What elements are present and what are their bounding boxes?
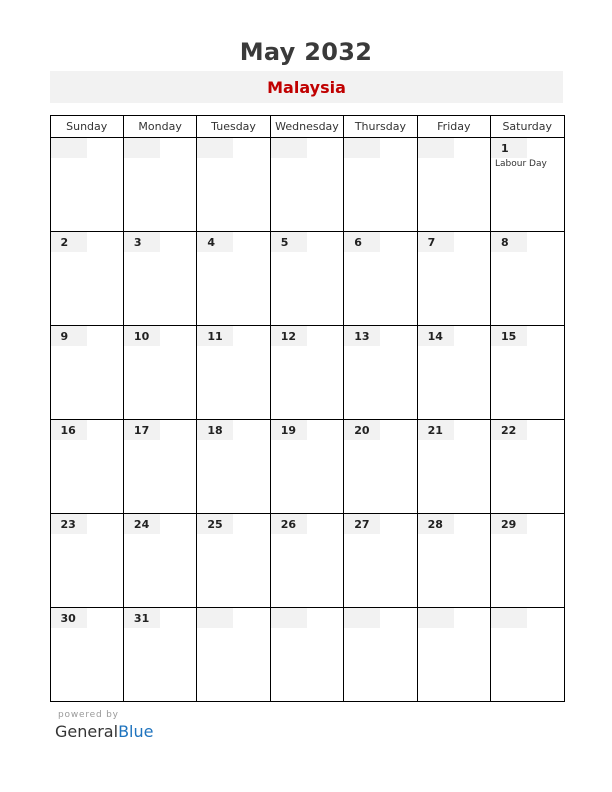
week-row [51,514,564,608]
day-number-box [124,608,160,628]
day-number-box [124,514,160,534]
day-number-box [344,514,380,534]
day-number-box [491,420,527,440]
day-number-box [344,420,380,440]
day-number: 22 [501,423,517,437]
day-number: 2 [60,235,69,249]
holiday-label: Labour Day [495,158,547,169]
day-cell[interactable] [196,232,269,325]
day-number: 14 [427,329,443,343]
day-number-box [344,608,380,628]
day-number-box [51,326,87,346]
day-number: 7 [427,235,436,249]
day-number-box [418,608,454,628]
day-cell[interactable] [343,514,416,607]
day-number-box [491,232,527,252]
day-number-box [271,420,307,440]
day-cell[interactable] [270,514,343,607]
day-number-box [418,326,454,346]
weekday-header-monday: Monday [123,116,196,137]
day-number-box [491,514,527,534]
day-cell[interactable] [196,608,269,701]
day-number-box [51,514,87,534]
day-cell[interactable] [196,420,269,513]
day-cell[interactable] [51,514,123,607]
day-number-box [271,608,307,628]
day-cell[interactable] [196,514,269,607]
day-number: 29 [501,517,517,531]
day-number-box [197,608,233,628]
day-number-box [197,420,233,440]
week-row [51,608,564,701]
day-cell[interactable] [417,326,490,419]
day-number-box [124,326,160,346]
day-cell[interactable] [417,138,490,231]
day-cell[interactable] [270,326,343,419]
day-number: 18 [207,423,223,437]
day-number: 31 [133,611,150,625]
page-title: May 2032 [239,38,373,66]
day-cell[interactable] [123,326,196,419]
day-number: 25 [207,517,223,531]
day-number-box [344,326,380,346]
day-cell[interactable] [123,420,196,513]
day-number-box [271,138,307,158]
day-cell[interactable] [51,608,123,701]
powered-by-label: powered by [58,710,119,720]
day-number-box [491,138,527,158]
day-number-box [418,232,454,252]
weekday-header-wednesday: Wednesday [270,116,343,137]
day-number-box [51,232,87,252]
day-number: 6 [354,235,362,249]
day-number-box [124,138,160,158]
day-number: 12 [280,329,297,343]
day-number-box [418,138,454,158]
brand-blue: Blue [118,722,154,741]
weekday-header-row [51,116,564,138]
day-number-box [51,138,87,158]
generalblue-logo[interactable] [55,722,153,741]
day-cell[interactable] [490,138,563,231]
day-number: 17 [133,423,150,437]
day-number: 20 [354,423,370,437]
day-number: 28 [427,517,443,531]
day-cell[interactable] [490,608,563,701]
day-cell[interactable] [51,420,123,513]
day-cell[interactable] [51,326,123,419]
day-cell[interactable] [417,514,490,607]
day-cell[interactable] [123,514,196,607]
day-number-box [197,138,233,158]
day-cell[interactable] [51,232,123,325]
day-number: 16 [60,423,76,437]
day-cell[interactable] [490,514,563,607]
day-cell[interactable] [343,608,416,701]
day-cell[interactable] [343,232,416,325]
day-number-box [271,326,307,346]
weekday-header-sunday: Sunday [66,119,108,133]
day-cell[interactable] [196,138,269,231]
day-cell[interactable] [123,232,196,325]
day-cell[interactable] [123,138,196,231]
day-number-box [491,326,527,346]
day-cell[interactable] [270,232,343,325]
day-number: 15 [501,329,517,343]
day-cell[interactable] [123,608,196,701]
day-cell[interactable] [417,232,490,325]
weekday-header-thursday: Thursday [343,116,416,137]
day-cell[interactable] [196,326,269,419]
brand-general: General [55,722,119,741]
day-number: 1 [501,141,509,155]
weekday-header-tuesday: Tuesday [196,116,269,137]
country-name: Malaysia [267,78,346,97]
day-number-box [344,138,380,158]
day-number: 5 [280,235,289,249]
day-cell[interactable] [490,420,563,513]
day-number: 13 [354,329,370,343]
day-number-box [197,232,233,252]
day-cell[interactable] [270,608,343,701]
day-number: 21 [427,423,443,437]
day-cell[interactable] [270,420,343,513]
day-number-box [271,514,307,534]
day-number-box [491,608,527,628]
day-number: 27 [354,517,370,531]
day-number: 9 [60,329,69,343]
day-number-box [418,420,454,440]
day-number-box [197,514,233,534]
day-number: 23 [60,517,76,531]
weekday-header-friday: Friday [417,116,490,137]
week-row [51,420,564,514]
day-number-box [418,514,454,534]
day-number: 8 [501,235,509,249]
day-number-box [51,420,87,440]
day-number-box [344,232,380,252]
day-number-box [51,608,87,628]
day-number-box [271,232,307,252]
day-number: 11 [207,329,223,343]
week-row [51,232,564,326]
day-cell[interactable] [51,138,123,231]
calendar-weeks [51,138,564,701]
day-cell[interactable] [343,326,416,419]
day-number: 30 [60,611,76,625]
weekday-header-saturday: Saturday [490,116,563,137]
day-number-box [124,232,160,252]
day-cell[interactable] [490,326,563,419]
week-row [51,138,564,232]
day-cell[interactable] [490,232,563,325]
day-number: 24 [133,517,150,531]
day-number: 3 [133,235,142,249]
country-banner [50,71,563,103]
day-number: 4 [207,235,215,249]
day-number: 26 [280,517,297,531]
day-number: 19 [280,423,297,437]
calendar-grid [50,115,565,702]
day-number-box [124,420,160,440]
day-cell[interactable] [417,608,490,701]
day-cell[interactable] [417,420,490,513]
day-cell[interactable] [343,420,416,513]
day-cell[interactable] [270,138,343,231]
day-number: 10 [133,329,150,343]
day-number-box [197,326,233,346]
week-row [51,326,564,420]
day-cell[interactable] [343,138,416,231]
